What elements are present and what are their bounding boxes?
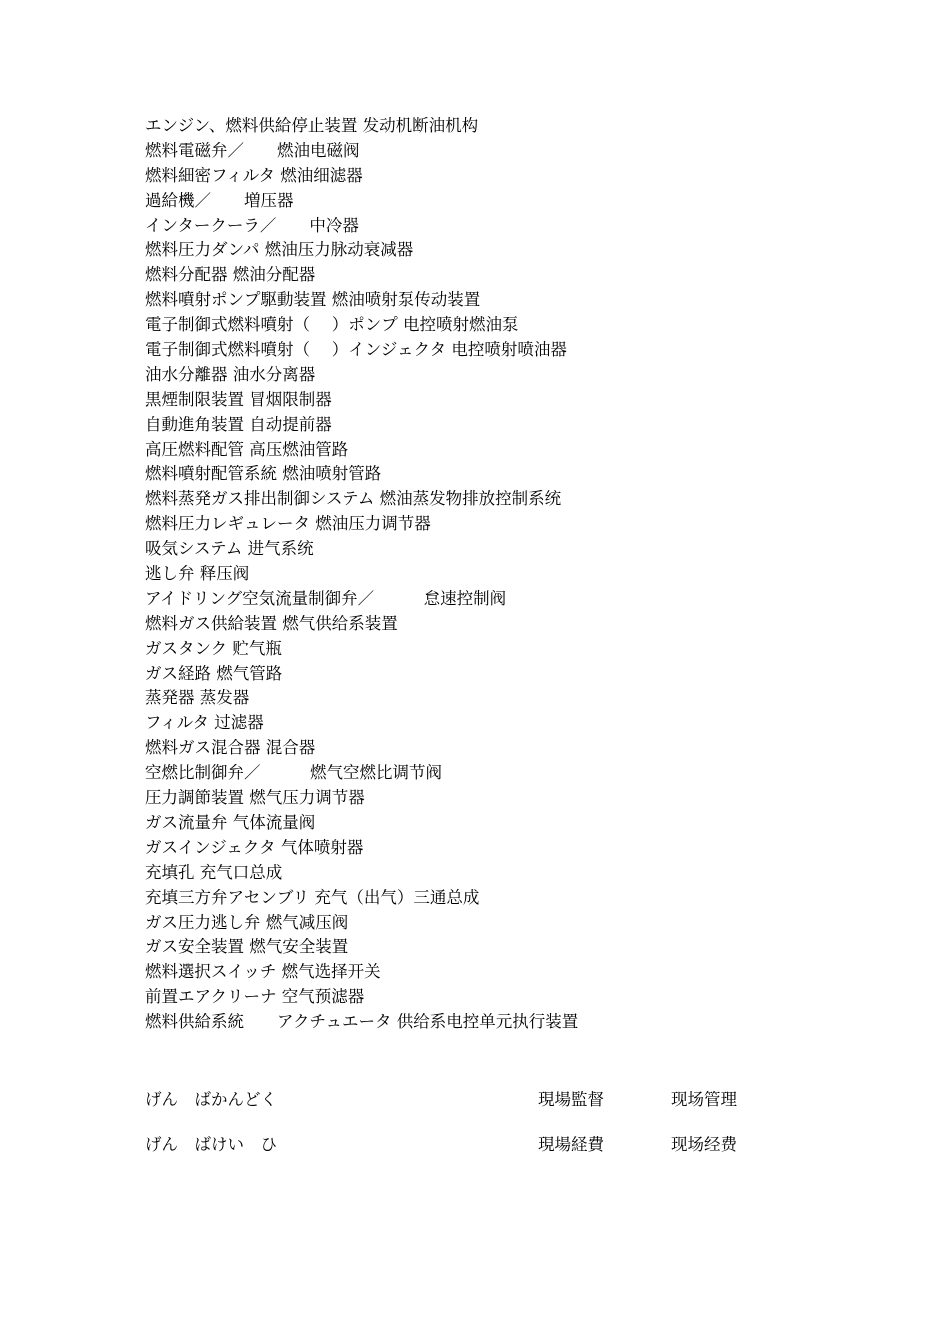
glossary-entry: 油水分離器 油水分离器 (145, 364, 316, 384)
chinese-term: 现场管理 (671, 1090, 737, 1109)
glossary-entry: 燃料圧力レギュレータ 燃油压力调节器 (145, 514, 431, 534)
glossary-entry: アイドリング空気流量制御弁／ 怠速控制阀 (145, 588, 507, 608)
chinese-term: 现场经费 (671, 1135, 737, 1154)
glossary-entry: 燃料噴射配管系統 燃油喷射管路 (145, 464, 382, 484)
reading-row (145, 1133, 845, 1178)
glossary-entry: エンジン、燃料供給停止装置 发动机断油机构 (145, 116, 479, 135)
glossary-entry: 電子制御式燃料噴射（ ）ポンプ 电控喷射燃油泵 (145, 315, 519, 335)
glossary-entry: 燃料圧力ダンパ 燃油压力脉动衰减器 (145, 240, 414, 260)
glossary-list (145, 114, 845, 1035)
glossary-entry: 過給機／ 増压器 (145, 190, 294, 210)
glossary-entry: 高圧燃料配管 高压燃油管路 (145, 439, 349, 459)
japanese-term: 現場監督 (538, 1090, 604, 1109)
glossary-entry: 燃料電磁弁／ 燃油电磁阀 (145, 140, 360, 160)
glossary-entry: ガス圧力逃し弁 燃气减压阀 (145, 912, 349, 932)
glossary-entry: 電子制御式燃料噴射（ ）インジェクタ 电控喷射喷油器 (145, 340, 567, 360)
glossary-entry: 前置エアクリーナ 空气预滤器 (145, 987, 365, 1007)
glossary-entry: 燃料供給系統 アクチュエータ 供给系电控单元执行装置 (145, 1012, 579, 1032)
glossary-entry: ガスタンク 贮气瓶 (145, 638, 282, 658)
glossary-entry: 燃料蒸発ガス排出制御システム 燃油蒸发物排放控制系统 (145, 489, 562, 509)
glossary-entry: 吸気システム 进气系统 (145, 539, 314, 559)
kana-reading: げん ばかんどく (145, 1090, 277, 1109)
reading-row (145, 1088, 845, 1133)
glossary-entry: 自動進角装置 自动提前器 (145, 414, 332, 434)
glossary-entry: 充填孔 充气口总成 (145, 862, 283, 882)
glossary-entry: 燃料ガス供給装置 燃气供给系装置 (145, 613, 398, 633)
reading-table (145, 1088, 845, 1178)
glossary-entry: 黒煙制限装置 冒烟限制器 (145, 389, 332, 409)
glossary-entry: 逃し弁 释压阀 (145, 564, 250, 584)
glossary-entry: 燃料選択スイッチ 燃气选择开关 (145, 962, 381, 982)
glossary-entry: インタークーラ／ 中冷器 (145, 215, 359, 235)
glossary-entry: ガス経路 燃气管路 (145, 663, 283, 683)
japanese-term: 現場経費 (538, 1135, 604, 1154)
glossary-entry: 空燃比制御弁／ 燃气空燃比调节阀 (145, 763, 442, 783)
glossary-entry: 燃料ガス混合器 混合器 (145, 738, 316, 758)
glossary-entry: ガス流量弁 气体流量阀 (145, 812, 316, 832)
glossary-entry: 燃料噴射ポンプ駆動装置 燃油喷射泵传动装置 (145, 290, 481, 310)
glossary-entry: ガスインジェクタ 气体喷射器 (145, 837, 364, 857)
glossary-entry: 燃料分配器 燃油分配器 (145, 265, 316, 285)
glossary-entry: 充填三方弁アセンブリ 充气（出气）三通总成 (145, 887, 480, 907)
glossary-entry: 燃料細密フィルタ 燃油细滤器 (145, 165, 363, 185)
kana-reading: げん ばけい ひ (145, 1135, 277, 1154)
glossary-entry: ガス安全装置 燃气安全装置 (145, 937, 349, 957)
glossary-entry: 圧力調節装置 燃气压力调节器 (145, 788, 365, 808)
glossary-entry: フィルタ 过滤器 (145, 713, 264, 733)
glossary-entry: 蒸発器 蒸发器 (145, 688, 250, 708)
